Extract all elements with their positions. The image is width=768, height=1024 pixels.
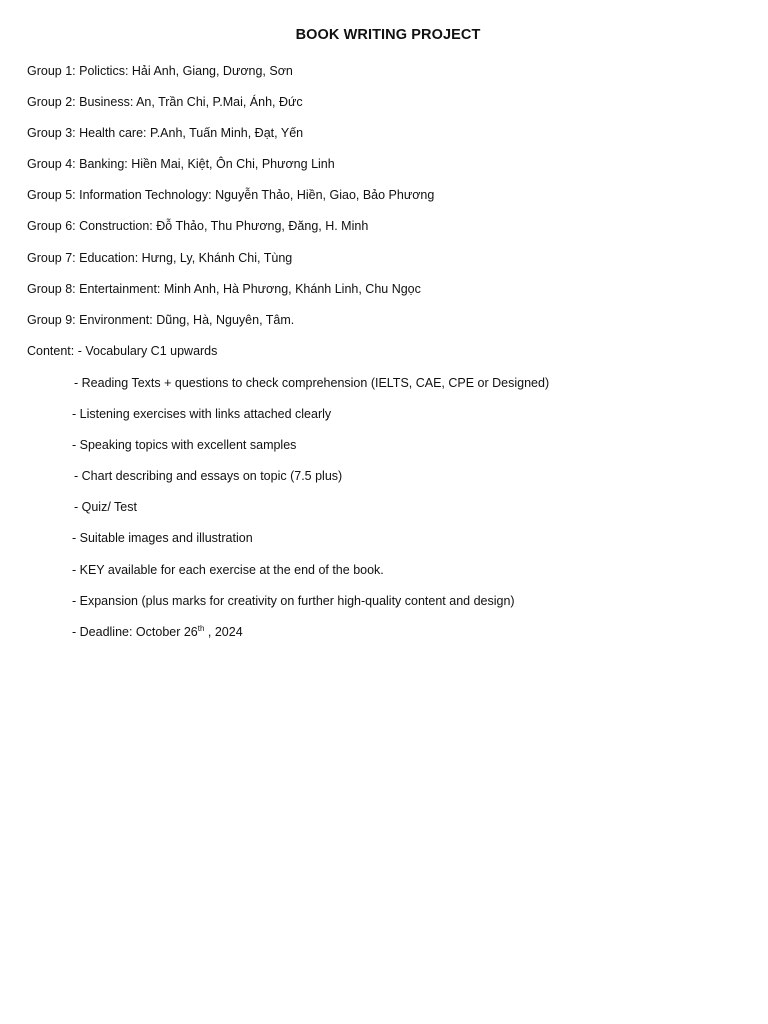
group-line-6: Group 6: Construction: Đỗ Thảo, Thu Phương, Đăng, H. Minh	[27, 219, 369, 234]
deadline-prefix: - Deadline: October 26	[72, 625, 198, 639]
group-line-1: Group 1: Polictics: Hải Anh, Giang, Dương, Sơn	[27, 64, 293, 78]
content-item-reading: - Reading Texts + questions to check comprehension (IELTS, CAE, CPE or Designed)	[74, 375, 550, 390]
content-item-deadline	[72, 624, 549, 655]
document-title: BOOK WRITING PROJECT	[295, 27, 481, 43]
content-item-list	[72, 375, 549, 656]
group-line-2: Group 2: Business: An, Trần Chi, P.Mai, Ánh, Đức	[27, 95, 303, 110]
group-line-9: Group 9: Environment: Dũng, Hà, Nguyên, Tâm.	[27, 312, 295, 327]
content-item-quiz: - Quiz/ Test	[74, 500, 137, 515]
group-line-7: Group 7: Education: Hưng, Ly, Khánh Chi, Tùng	[27, 250, 293, 265]
content-label: Content: - Vocabulary C1 upwards	[27, 344, 218, 358]
group-line-4: Group 4: Banking: Hiền Mai, Kiệt, Ôn Chi, Phương Linh	[27, 157, 335, 172]
deadline-superscript: th	[197, 623, 205, 633]
deadline-suffix: , 2024	[204, 625, 243, 639]
group-line-3: Group 3: Health care: P.Anh, Tuấn Minh, Đạt, Yến	[27, 126, 304, 141]
content-item-expansion: - Expansion (plus marks for creativity on further high-quality content and design)	[72, 593, 515, 608]
group-list	[27, 63, 434, 343]
group-line-8: Group 8: Entertainment: Minh Anh, Hà Phương, Khánh Linh, Chu Ngọc	[27, 281, 421, 296]
content-item-images: - Suitable images and illustration	[72, 531, 253, 546]
content-item-listening: - Listening exercises with links attached clearly	[72, 406, 332, 421]
content-item-speaking: - Speaking topics with excellent samples	[72, 437, 297, 452]
group-line-5: Group 5: Information Technology: Nguyễn Thảo, Hiền, Giao, Bảo Phương	[27, 188, 435, 203]
content-item-chart-essays: - Chart describing and essays on topic (7.5 plus)	[74, 469, 343, 484]
content-item-key: - KEY available for each exercise at the end of the book.	[72, 562, 384, 577]
